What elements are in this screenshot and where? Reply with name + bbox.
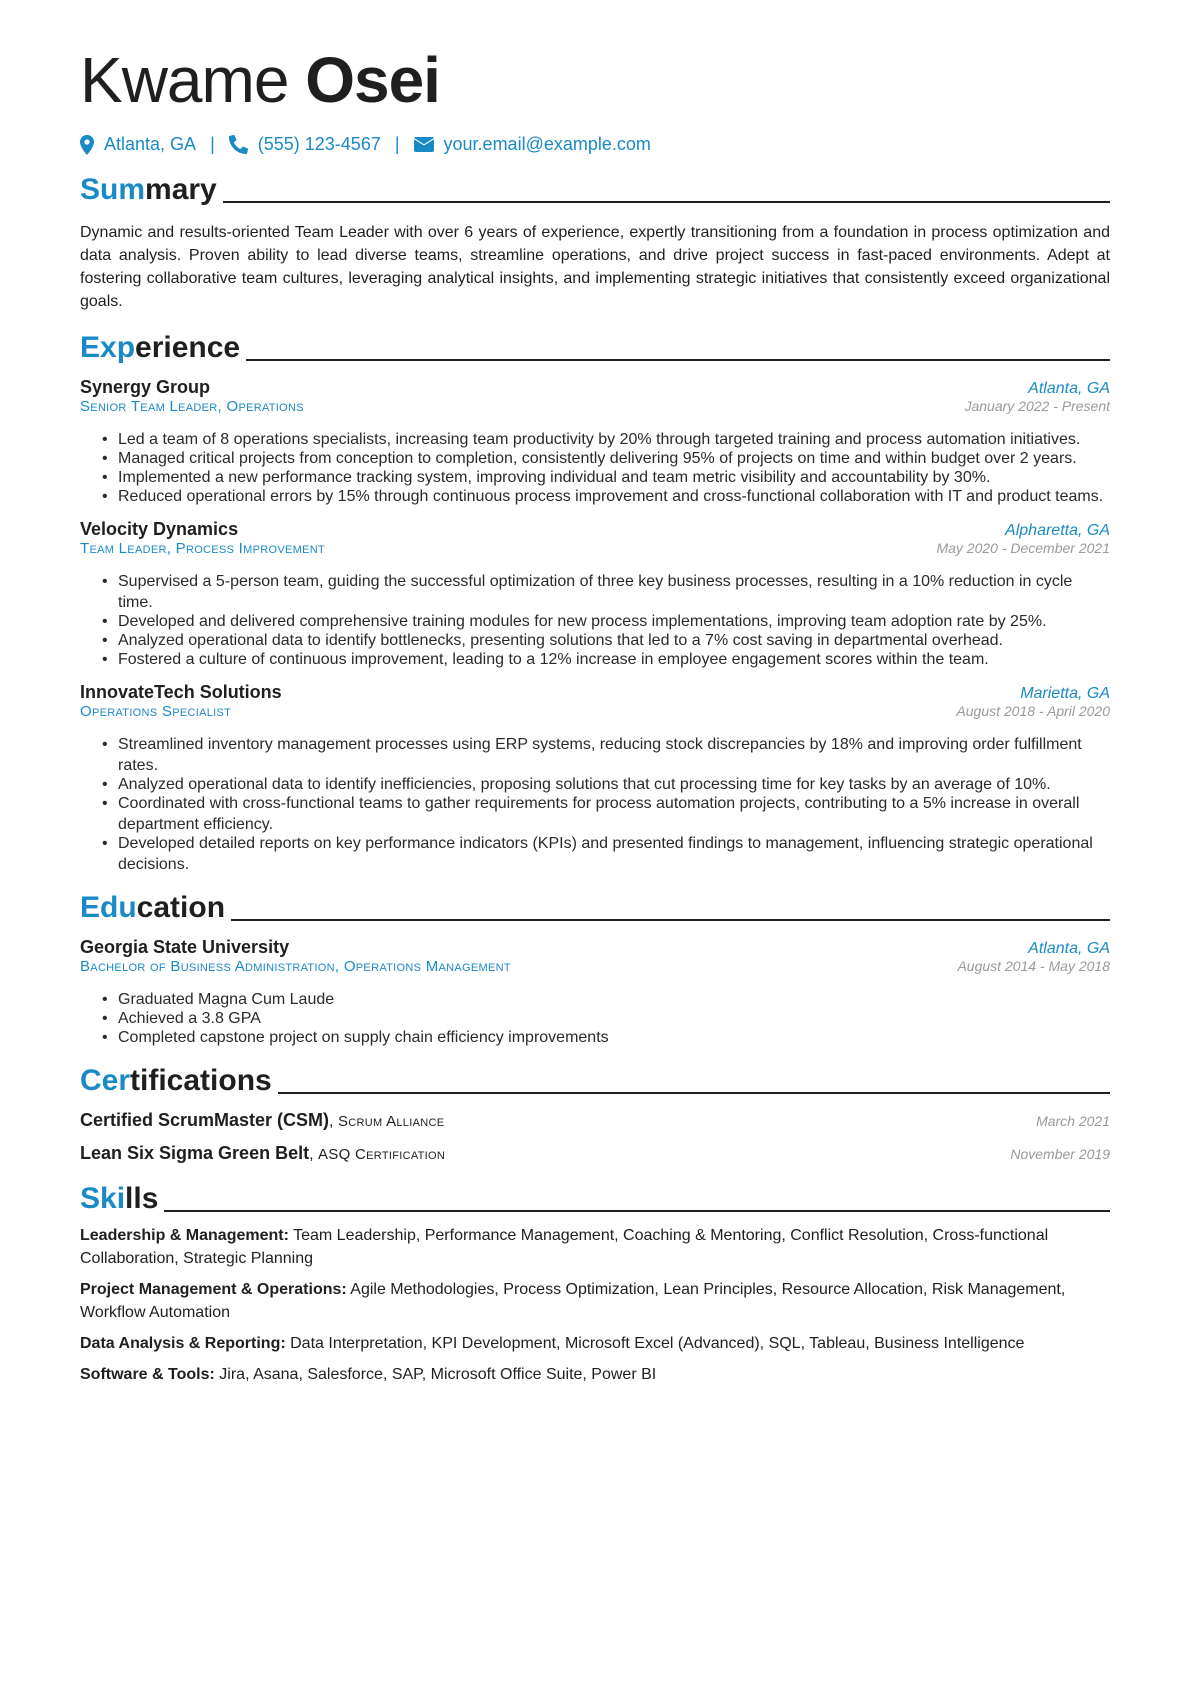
contact-phone[interactable] <box>229 134 381 155</box>
entry-location: Marietta, GA <box>1020 685 1110 702</box>
first-name: Kwame <box>80 44 289 116</box>
bullet-item: • Reduced operational errors by 15% through continuous process improvement and cross-functional collaboration with IT and product teams. <box>118 486 1110 507</box>
skill-category: Software & Tools: <box>80 1366 215 1383</box>
entry-role: Team Leader, Process Improvement <box>80 540 325 557</box>
certification-row <box>80 1110 1110 1131</box>
bullet-item: • Managed critical projects from conception to completion, consistently delivering 95% of projects on time and within budget over 2 years. <box>118 448 1110 469</box>
skill-row <box>80 1224 1110 1270</box>
bullet-item: • Completed capstone project on supply chain efficiency improvements <box>118 1027 1110 1048</box>
certification-comma: , <box>309 1146 318 1163</box>
entry-role: Senior Team Leader, Operations <box>80 398 304 415</box>
entry-dates: August 2014 - May 2018 <box>957 958 1110 974</box>
last-name: Osei <box>305 44 440 116</box>
bullet-item: • Led a team of 8 operations specialists, increasing team productivity by 20% through targeted training and process automation initiatives. <box>118 429 1110 450</box>
experience-entry <box>80 377 1110 507</box>
bullet-item: • Graduated Magna Cum Laude <box>118 989 1110 1010</box>
certification-title <box>80 1143 445 1164</box>
heading-rule <box>223 201 1110 203</box>
phone-icon <box>229 135 248 154</box>
contact-separator: | <box>210 134 215 154</box>
skill-items: Agile Methodologies, Process Optimization, Lean Principles, Resource Allocation, Risk Management, Workflow Automation <box>80 1281 1066 1321</box>
envelope-icon <box>414 137 434 152</box>
skill-items: Jira, Asana, Salesforce, SAP, Microsoft Office Suite, Power BI <box>219 1366 657 1383</box>
bullet-item: • Analyzed operational data to identify bottlenecks, presenting solutions that led to a 7% cost saving in departmental overhead. <box>118 630 1110 651</box>
entry-header-row <box>80 519 1110 540</box>
entry-header-row <box>80 377 1110 398</box>
experience-heading <box>80 329 1110 365</box>
contact-separator: | <box>394 134 400 154</box>
heading-rest: cation <box>136 891 226 924</box>
heading-rule <box>231 919 1110 921</box>
skill-row <box>80 1278 1110 1324</box>
heading-accent: Ski <box>80 1182 126 1215</box>
bullet-item: • Supervised a 5-person team, guiding the successful optimization of three key business processes, resulting in a 10% reduction in cycle time. <box>118 571 1110 613</box>
certification-date: March 2021 <box>1036 1113 1110 1129</box>
heading-rule <box>278 1092 1110 1094</box>
bullet-item: • Analyzed operational data to identify inefficiencies, proposing solutions that cut processing time for key tasks by an average of 10%. <box>118 774 1110 795</box>
candidate-name <box>80 40 1110 120</box>
certification-title <box>80 1110 444 1131</box>
entry-subheader-row <box>80 540 1110 557</box>
experience-list <box>80 377 1110 875</box>
education-heading <box>80 889 1110 925</box>
bullet-item: • Developed and delivered comprehensive training modules for new process implementations, improving team adoption rate by 25%. <box>118 611 1110 632</box>
organization-name: InnovateTech Solutions <box>80 682 282 702</box>
contact-location <box>80 134 196 155</box>
location-text: Atlanta, GA <box>104 134 197 154</box>
summary-text: Dynamic and results-oriented Team Leader with over 6 years of experience, expertly transitioning from a foundation in process optimization and data analysis. Proven ability to lead diverse teams, streamline operations, and drive project success in fast-paced environments. Adept at fostering collaborative team cultures, leveraging analytical insights, and implementing strategic initiatives that consistently exceed organizational goals. <box>80 224 1110 310</box>
heading-accent: Sum <box>80 173 146 206</box>
bullet-item: • Implemented a new performance tracking system, improving individual and team metric visibility and accountability by 30%. <box>118 467 1110 488</box>
email-link[interactable]: your.email@example.com <box>443 134 651 154</box>
entry-location: Atlanta, GA <box>1028 380 1110 397</box>
experience-entry <box>80 682 1110 875</box>
certification-issuer: Scrum Alliance <box>337 1113 445 1130</box>
entry-dates: August 2018 - April 2020 <box>956 703 1110 719</box>
entry-subheader-row <box>80 703 1110 720</box>
entry-dates: May 2020 - December 2021 <box>936 540 1110 556</box>
heading-rule <box>164 1210 1110 1212</box>
skills-heading <box>80 1180 1110 1216</box>
skill-list <box>80 1224 1110 1386</box>
entry-subheader-row <box>80 398 1110 415</box>
heading-rest: erience <box>135 331 241 364</box>
skill-items: Team Leadership, Performance Management, Coaching & Mentoring, Conflict Resolution, Cross-functional Collaboration, Strategic Planning <box>80 1227 1049 1267</box>
bullet-item: • Streamlined inventory management processes using ERP systems, reducing stock discrepancies by 18% and improving order fulfillment rates. <box>118 734 1110 776</box>
bullet-list <box>80 571 1110 670</box>
certification-row <box>80 1143 1110 1164</box>
skill-row <box>80 1363 1110 1386</box>
heading-rule <box>246 359 1110 361</box>
heading-accent: Edu <box>80 891 137 924</box>
certification-issuer: ASQ Certification <box>317 1146 446 1163</box>
bullet-item: • Achieved a 3.8 GPA <box>118 1008 1110 1029</box>
map-pin-icon <box>80 135 94 155</box>
entry-header-row <box>80 682 1110 703</box>
skill-category: Project Management & Operations: <box>80 1281 347 1298</box>
skill-items: Data Interpretation, KPI Development, Microsoft Excel (Advanced), SQL, Tableau, Business Intelligence <box>290 1335 1025 1352</box>
bullet-item: • Developed detailed reports on key performance indicators (KPIs) and presented findings to management, influencing strategic operational decisions. <box>118 833 1110 875</box>
skill-category: Leadership & Management: <box>80 1227 289 1244</box>
certification-name: Certified ScrumMaster (CSM) <box>80 1110 330 1130</box>
skill-category: Data Analysis & Reporting: <box>80 1335 286 1352</box>
summary-heading <box>80 171 1110 207</box>
contact-email[interactable] <box>414 134 651 155</box>
bullet-list <box>80 734 1110 875</box>
certification-date: November 2019 <box>1010 1146 1110 1162</box>
certification-name: Lean Six Sigma Green Belt <box>80 1143 310 1163</box>
bullet-list <box>80 989 1110 1048</box>
heading-rest: tifications <box>130 1064 272 1097</box>
organization-name: Georgia State University <box>80 937 290 957</box>
entry-location: Alpharetta, GA <box>1005 522 1110 539</box>
education-entry <box>80 937 1110 1048</box>
heading-rest: lls <box>125 1182 159 1215</box>
skill-row <box>80 1332 1110 1355</box>
heading-rest: mary <box>145 173 217 206</box>
entry-location: Atlanta, GA <box>1028 940 1110 957</box>
entry-dates: January 2022 - Present <box>964 398 1110 414</box>
heading-accent: Exp <box>80 331 136 364</box>
contact-bar <box>80 134 1110 155</box>
certification-comma: , <box>329 1113 338 1130</box>
bullet-item: • Fostered a culture of continuous improvement, leading to a 12% increase in employee engagement scores within the team. <box>118 649 1110 670</box>
entry-role: Operations Specialist <box>80 703 232 720</box>
organization-name: Velocity Dynamics <box>80 519 239 539</box>
heading-accent: Cer <box>80 1064 131 1097</box>
certification-list <box>80 1110 1110 1164</box>
certifications-heading <box>80 1062 1110 1098</box>
bullet-list <box>80 429 1110 507</box>
entry-subheader-row <box>80 958 1110 975</box>
organization-name: Synergy Group <box>80 377 211 397</box>
bullet-item: • Coordinated with cross-functional teams to gather requirements for process automation projects, contributing to a 5% increase in overall department efficiency. <box>118 793 1110 835</box>
entry-role: Bachelor of Business Administration, Operations Management <box>80 958 511 975</box>
experience-entry <box>80 519 1110 670</box>
phone-text[interactable]: (555) 123-4567 <box>257 134 381 154</box>
education-list <box>80 937 1110 1048</box>
entry-header-row <box>80 937 1110 958</box>
